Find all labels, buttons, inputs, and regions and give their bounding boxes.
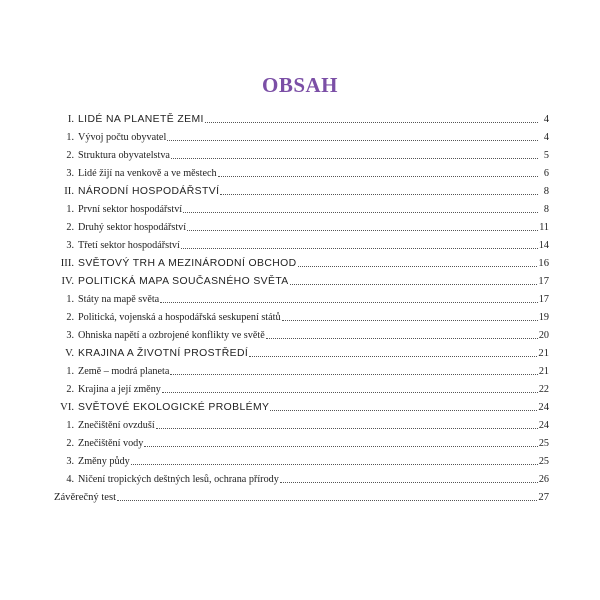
toc-entry-page-number: 4 (543, 132, 549, 143)
toc-entry[interactable] (54, 486, 549, 504)
toc-entry-label: Vývoj počtu obyvatel (78, 132, 167, 143)
toc-entry-page-number: 14 (538, 240, 549, 251)
dot-leader (171, 158, 538, 159)
toc-entry[interactable] (54, 216, 549, 234)
toc-entry-number: VI. (60, 402, 74, 413)
dot-leader (205, 122, 538, 123)
dot-leader (220, 194, 538, 195)
toc-entry-page-number: 6 (543, 168, 549, 179)
toc-entry-label: Znečištění vody (78, 438, 144, 449)
toc-entry-page-number: 11 (539, 222, 549, 233)
toc-entry[interactable] (54, 396, 549, 414)
page-title: OBSAH (261, 73, 339, 97)
toc-entry-label: Ničení tropických deštných lesů, ochrana přírody (78, 474, 279, 485)
dot-leader (162, 392, 538, 393)
toc-entry-label: Země – modrá planeta (78, 366, 170, 377)
toc-entry-page-number: 25 (538, 456, 549, 467)
toc-entry-page-number: 24 (538, 402, 549, 413)
dot-leader (156, 428, 538, 429)
toc-entry[interactable] (54, 342, 549, 360)
toc-entry[interactable] (54, 288, 549, 306)
toc-entry-label: POLITICKÁ MAPA SOUČASNÉHO SVĚTA (78, 276, 289, 287)
dot-leader (144, 446, 537, 447)
toc-entry[interactable] (54, 270, 549, 288)
toc-entry-page-number: 20 (538, 330, 549, 341)
toc-entry-page-number: 8 (543, 204, 549, 215)
dot-leader (181, 248, 538, 249)
toc-entry[interactable] (54, 252, 549, 270)
toc-entry-label: Druhý sektor hospodářství (78, 222, 187, 233)
toc-entry-number: 3. (66, 456, 74, 467)
toc-entry[interactable] (54, 432, 549, 450)
toc-entry-number: 2. (66, 438, 74, 449)
dot-leader (131, 464, 538, 465)
toc-entry-page-number: 21 (538, 366, 549, 377)
dot-leader (298, 266, 538, 267)
dot-leader (266, 338, 538, 339)
dot-leader (117, 500, 537, 501)
toc-entry[interactable] (54, 306, 549, 324)
table-of-contents (54, 108, 549, 504)
toc-entry[interactable] (54, 450, 549, 468)
toc-entry-number: 3. (66, 168, 74, 179)
toc-entry-number: 3. (66, 240, 74, 251)
toc-entry-page-number: 8 (543, 186, 549, 197)
dot-leader (290, 284, 538, 285)
dot-leader (218, 176, 538, 177)
toc-entry-label: SVĚTOVÝ TRH A MEZINÁRODNÍ OBCHOD (78, 258, 297, 269)
dot-leader (282, 320, 538, 321)
toc-entry-page-number: 25 (538, 438, 549, 449)
toc-entry-page-number: 17 (538, 294, 549, 305)
toc-entry-label: Státy na mapě světa (78, 294, 160, 305)
toc-entry-number: V. (65, 348, 74, 359)
toc-entry-label: Třetí sektor hospodářství (78, 240, 180, 251)
toc-entry[interactable] (54, 234, 549, 252)
dot-leader (167, 140, 538, 141)
toc-entry-page-number: 22 (538, 384, 549, 395)
toc-entry-page-number: 26 (538, 474, 549, 485)
toc-entry-label: NÁRODNÍ HOSPODÁŘSTVÍ (78, 186, 220, 197)
toc-entry-number: 2. (66, 384, 74, 395)
toc-entry-page-number: 24 (538, 420, 549, 431)
toc-entry-number: 1. (66, 366, 74, 377)
toc-entry[interactable] (54, 144, 549, 162)
toc-entry-label: První sektor hospodářství (78, 204, 183, 215)
toc-entry[interactable] (54, 378, 549, 396)
toc-entry[interactable] (54, 108, 549, 126)
toc-entry-page-number: 16 (538, 258, 549, 269)
toc-entry-number: 4. (66, 474, 74, 485)
toc-entry-page-number: 5 (543, 150, 549, 161)
toc-entry[interactable] (54, 324, 549, 342)
toc-entry-number: 1. (66, 294, 74, 305)
toc-entry-page-number: 17 (538, 276, 549, 287)
toc-entry-number: 2. (66, 312, 74, 323)
toc-entry-number: 1. (66, 420, 74, 431)
toc-entry[interactable] (54, 180, 549, 198)
toc-entry-page-number: 27 (538, 492, 549, 503)
toc-entry[interactable] (54, 198, 549, 216)
toc-entry-number: 2. (66, 150, 74, 161)
toc-entry[interactable] (54, 414, 549, 432)
toc-entry[interactable] (54, 162, 549, 180)
toc-entry-label: Politická, vojenská a hospodářská seskupení států (78, 312, 281, 323)
dot-leader (280, 482, 538, 483)
toc-entry-label: KRAJINA A ŽIVOTNÍ PROSTŘEDÍ (78, 348, 249, 359)
toc-entry-page-number: 19 (538, 312, 549, 323)
dot-leader (160, 302, 538, 303)
toc-entry-number: III. (60, 258, 74, 269)
toc-entry-label: LIDÉ NA PLANETĚ ZEMI (78, 114, 204, 125)
dot-leader (187, 230, 538, 231)
toc-entry-label: Krajina a její změny (78, 384, 161, 395)
toc-entry-number: 1. (66, 132, 74, 143)
toc-entry-label: Změny půdy (78, 456, 130, 467)
toc-entry-label: Závěrečný test (54, 492, 117, 503)
toc-entry-number: I. (67, 114, 74, 125)
toc-entry-number: 3. (66, 330, 74, 341)
toc-entry-label: Lidé žijí na venkově a ve městech (78, 168, 217, 179)
toc-entry-label: Znečištění ovzduší (78, 420, 155, 431)
toc-entry-label: SVĚTOVÉ EKOLOGICKÉ PROBLÉMY (78, 402, 270, 413)
toc-entry[interactable] (54, 468, 549, 486)
toc-entry-label: Struktura obyvatelstva (78, 150, 170, 161)
toc-entry-page-number: 4 (543, 114, 549, 125)
dot-leader (270, 410, 537, 411)
toc-entry[interactable] (54, 360, 549, 378)
toc-entry-number: II. (64, 186, 74, 197)
toc-entry-number: 2. (66, 222, 74, 233)
dot-leader (170, 374, 537, 375)
toc-entry[interactable] (54, 126, 549, 144)
dot-leader (183, 212, 538, 213)
toc-entry-number: 1. (66, 204, 74, 215)
toc-entry-number: IV. (61, 276, 74, 287)
dot-leader (249, 356, 537, 357)
toc-entry-label: Ohniska napětí a ozbrojené konflikty ve světě (78, 330, 265, 341)
toc-entry-page-number: 21 (538, 348, 549, 359)
